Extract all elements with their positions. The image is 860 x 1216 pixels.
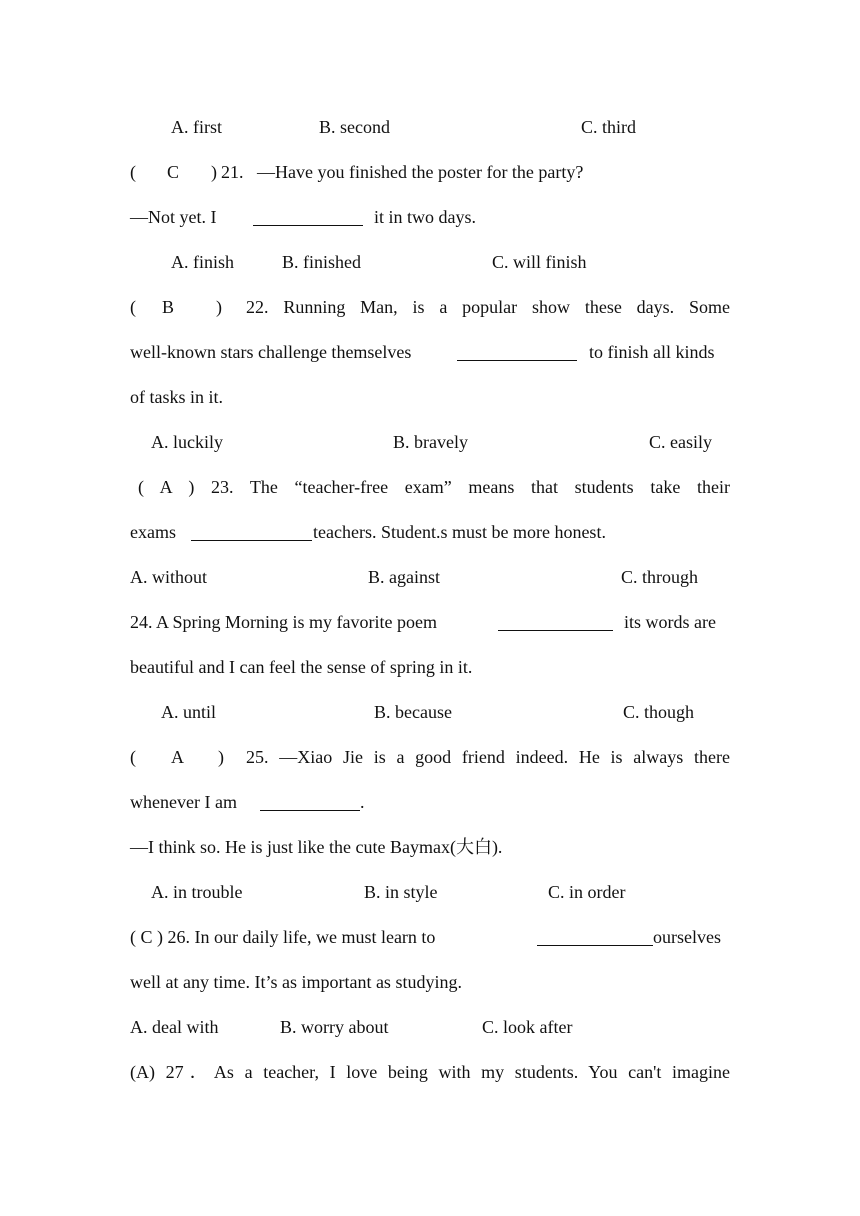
q22-paren-open: ( (130, 297, 136, 317)
q25-option-b: B. in style (364, 882, 438, 902)
q22-stem (130, 292, 730, 322)
q26-line2 (130, 967, 730, 997)
q25-line2-after: . (360, 792, 365, 812)
q22-options (130, 427, 730, 457)
q20-option-c: C. third (581, 117, 637, 137)
q26-stem (130, 922, 730, 952)
q23-answer-blank (191, 521, 312, 541)
q22-word: show (531, 297, 570, 317)
q24-line1-after: its words are (624, 612, 716, 632)
q21-number: 21. (221, 162, 244, 182)
q22-word: days. (636, 297, 675, 317)
q24-answer-blank (498, 611, 613, 631)
q25-stem (130, 742, 730, 772)
q22-word: a (439, 297, 448, 317)
q22-answer: B (162, 297, 175, 317)
q21-reply (130, 202, 730, 232)
q21-option-a: A. finish (171, 252, 234, 272)
q25-option-a: A. in trouble (151, 882, 243, 902)
q22-paren-close: ) (216, 297, 222, 317)
q25-reply-text: —I think so. He is just like the cute Baymax(大白). (130, 837, 503, 857)
q26-line1-before: ( C ) 26. In our daily life, we must learn to (130, 927, 436, 947)
q22-line3-text: of tasks in it. (130, 387, 223, 407)
q26-line1-after: ourselves (653, 927, 721, 947)
q23-line2-before: exams (130, 522, 176, 542)
q26-line2-text: well at any time. It’s as important as studying. (130, 972, 462, 992)
q21-answer-blank (253, 206, 363, 226)
q24-option-c: C. though (623, 702, 695, 722)
q22-word: these (584, 297, 622, 317)
q23-option-c: C. through (621, 567, 699, 587)
q22-line2-after: to finish all kinds (589, 342, 715, 362)
q25-options (130, 877, 730, 907)
q22-stem-text (246, 292, 730, 322)
q24-line2 (130, 652, 730, 682)
q24-options (130, 697, 730, 727)
q24-stem (130, 607, 730, 637)
q25-option-c: C. in order (548, 882, 626, 902)
q25-line2-before: whenever I am (130, 792, 237, 812)
q22-option-b: B. bravely (393, 432, 468, 452)
q22-option-a: A. luckily (151, 432, 223, 452)
q22-word: popular (462, 297, 518, 317)
q23-line2 (130, 517, 730, 547)
q22-word: Some (688, 297, 730, 317)
q22-answer-blank (457, 341, 577, 361)
q21-answer: C (167, 162, 180, 182)
q22-word: 22. (246, 297, 269, 317)
q21-reply-before: —Not yet. I (130, 207, 217, 227)
q21-reply-after: it in two days. (374, 207, 476, 227)
q25-paren-open: ( (130, 747, 136, 767)
q22-option-c: C. easily (649, 432, 712, 452)
q25-stem-text: 25. —Xiao Jie is a good friend indeed. He is always there (246, 747, 730, 767)
q23-stem: ( A ) 23. The “teacher-free exam” means that students take their (138, 477, 730, 497)
q25-line2 (130, 787, 730, 817)
q24-option-a: A. until (161, 702, 217, 722)
q23-option-b: B. against (368, 567, 440, 587)
q26-option-c: C. look after (482, 1017, 573, 1037)
q20-option-a: A. first (171, 117, 222, 137)
q21-paren-open: ( (130, 162, 136, 182)
q21-option-c: C. will finish (492, 252, 587, 272)
q22-line2-before: well-known stars challenge themselves (130, 342, 412, 362)
q24-line1-before: 24. A Spring Morning is my favorite poem (130, 612, 437, 632)
q24-option-b: B. because (374, 702, 452, 722)
q25-answer-blank (260, 791, 360, 811)
q23-line2-after: teachers. Student.s must be more honest. (313, 522, 606, 542)
q25-answer: A (171, 747, 184, 767)
q21-stem (130, 157, 730, 187)
q25-reply (130, 832, 730, 862)
q27-stem: (A) 27．As a teacher, I love being with my students. You can't imagine (130, 1062, 730, 1082)
q26-answer-blank (537, 926, 653, 946)
q25-paren-close: ) (218, 747, 224, 767)
q21-options (130, 247, 730, 277)
q26-option-b: B. worry about (280, 1017, 389, 1037)
q22-word: Running (283, 297, 346, 317)
q23-options (130, 562, 730, 592)
q21-paren-close: ) (211, 162, 217, 182)
q20-option-b: B. second (319, 117, 390, 137)
q26-options (130, 1012, 730, 1042)
q22-line2 (130, 337, 730, 367)
q22-word: is (412, 297, 425, 317)
q26-option-a: A. deal with (130, 1017, 219, 1037)
q23-option-a: A. without (130, 567, 208, 587)
q21-option-b: B. finished (282, 252, 361, 272)
q20-options (130, 112, 730, 142)
q22-line3 (130, 382, 730, 412)
q22-word: Man, (360, 297, 398, 317)
q21-question: —Have you finished the poster for the party? (257, 162, 584, 182)
q24-line2-text: beautiful and I can feel the sense of spring in it. (130, 657, 473, 677)
